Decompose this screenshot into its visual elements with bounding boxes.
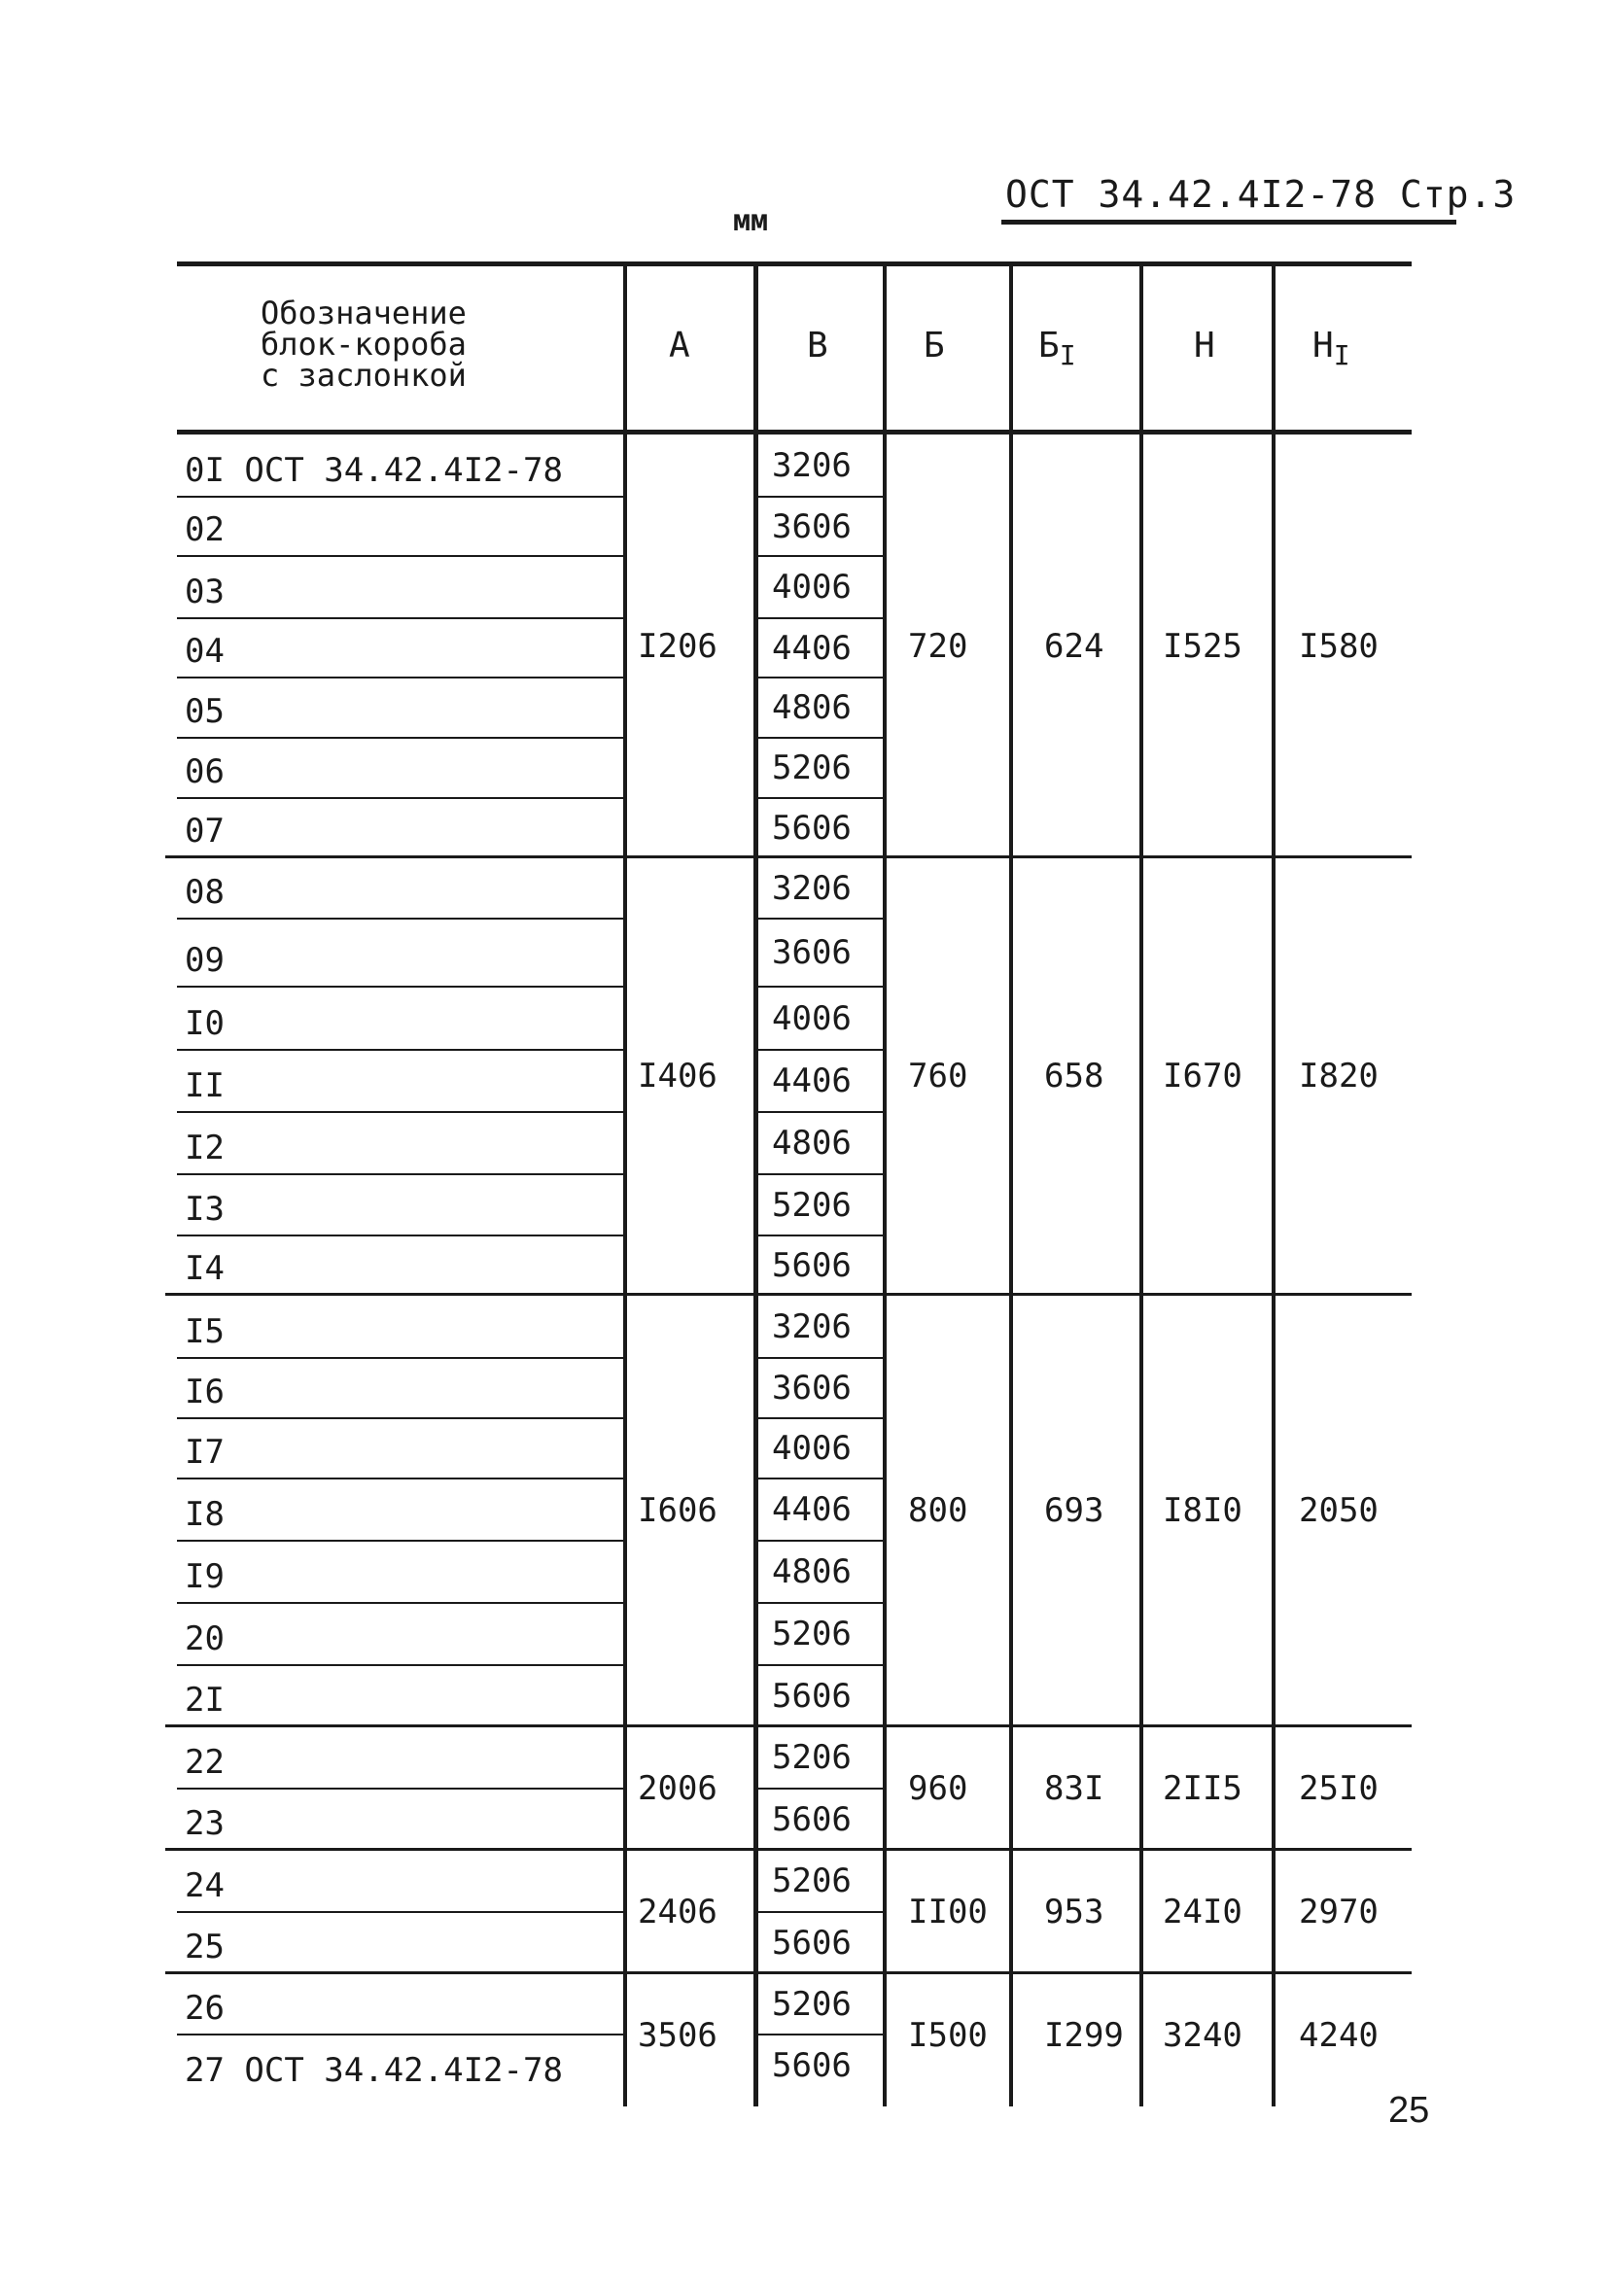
group-a-value: 2006: [638, 1769, 717, 1808]
row-designation: 24: [185, 1866, 225, 1905]
row-v-value: 5606: [772, 1800, 852, 1839]
col-rule-v-left: [753, 261, 758, 2106]
row-designation: 09: [185, 941, 225, 980]
group-separator-rule: [165, 1724, 1412, 1727]
col-rule-b: [1009, 261, 1013, 2106]
row-separator-rule: [177, 1664, 623, 1666]
group-separator-rule: [165, 855, 1412, 858]
column-header-h1: [1312, 326, 1350, 372]
group-a-value: 2406: [638, 1893, 717, 1931]
row-designation: I6: [185, 1373, 225, 1411]
v-cell-separator-rule: [758, 1664, 883, 1666]
group-h-value: I525: [1163, 627, 1242, 666]
v-cell-separator-rule: [758, 1911, 883, 1913]
row-separator-rule: [177, 677, 623, 678]
row-separator-rule: [177, 2034, 623, 2035]
col-rule-v-right: [883, 261, 887, 2106]
row-v-value: 3606: [772, 933, 852, 972]
row-v-value: 4406: [772, 1061, 852, 1100]
v-cell-separator-rule: [758, 1111, 883, 1113]
group-b-value: I500: [908, 2016, 988, 2055]
group-b-value: 960: [908, 1769, 968, 1808]
row-v-value: 4806: [772, 1124, 852, 1163]
row-designation: 07: [185, 812, 225, 851]
row-v-value: 4006: [772, 999, 852, 1038]
row-v-value: 5206: [772, 748, 852, 787]
row-v-value: 3606: [772, 1369, 852, 1408]
group-h-value: 2II5: [1163, 1769, 1242, 1808]
column-header-b1: [1038, 326, 1076, 372]
row-separator-rule: [177, 986, 623, 988]
column-header-h: H: [1194, 326, 1215, 365]
v-cell-separator-rule: [758, 1173, 883, 1175]
units-label: мм: [733, 204, 769, 238]
group-b1-value: I299: [1044, 2016, 1124, 2055]
row-v-value: 3206: [772, 446, 852, 485]
row-designation: I4: [185, 1249, 225, 1288]
row-separator-rule: [177, 737, 623, 739]
group-separator-rule: [165, 1293, 1412, 1296]
group-a-value: I206: [638, 627, 717, 666]
v-cell-separator-rule: [758, 1602, 883, 1604]
row-designation: 03: [185, 573, 225, 611]
group-h1-value: 2050: [1299, 1491, 1379, 1530]
standard-code: ОСТ 34.42.4I2-78 Стр.3: [1005, 173, 1517, 216]
row-v-value: 5206: [772, 1738, 852, 1777]
group-h-value: 24I0: [1163, 1893, 1242, 1931]
row-designation: 27 ОСТ 34.42.4I2-78: [185, 2051, 563, 2090]
row-designation: I0: [185, 1004, 225, 1043]
group-b1-value: 953: [1044, 1893, 1104, 1931]
row-separator-rule: [177, 1788, 623, 1790]
row-separator-rule: [177, 918, 623, 920]
row-designation: 2I: [185, 1681, 225, 1720]
group-h1-value: 2970: [1299, 1893, 1379, 1931]
row-v-value: 4406: [772, 1490, 852, 1529]
row-separator-rule: [177, 1911, 623, 1913]
group-separator-rule: [165, 1848, 1412, 1851]
row-separator-rule: [177, 1235, 623, 1236]
v-cell-separator-rule: [758, 918, 883, 920]
v-cell-separator-rule: [758, 496, 883, 498]
v-cell-separator-rule: [758, 1417, 883, 1419]
col-rule-a: [623, 261, 627, 2106]
table-top-rule: [177, 261, 1412, 266]
v-cell-separator-rule: [758, 555, 883, 557]
row-separator-rule: [177, 1478, 623, 1479]
row-designation: 02: [185, 510, 225, 549]
designation-header-line-2: блок-короба: [261, 326, 467, 363]
row-designation: I2: [185, 1129, 225, 1167]
v-cell-separator-rule: [758, 1788, 883, 1790]
page-number: 25: [1388, 2090, 1430, 2131]
v-cell-separator-rule: [758, 1049, 883, 1051]
row-designation: 20: [185, 1619, 225, 1658]
row-v-value: 5606: [772, 2046, 852, 2085]
row-designation: I3: [185, 1190, 225, 1229]
row-designation: I5: [185, 1312, 225, 1351]
row-separator-rule: [177, 797, 623, 799]
group-b1-value: 658: [1044, 1057, 1104, 1096]
row-separator-rule: [177, 555, 623, 557]
row-separator-rule: [177, 1417, 623, 1419]
group-h1-value: 25I0: [1299, 1769, 1379, 1808]
row-separator-rule: [177, 496, 623, 498]
row-separator-rule: [177, 617, 623, 619]
row-v-value: 4006: [772, 568, 852, 607]
row-v-value: 5606: [772, 809, 852, 848]
v-cell-separator-rule: [758, 1235, 883, 1236]
row-separator-rule: [177, 1049, 623, 1051]
row-separator-rule: [177, 1540, 623, 1542]
column-header-b: Б: [924, 326, 945, 365]
group-h1-value: 4240: [1299, 2016, 1379, 2055]
column-header-h1-sub: I: [1333, 339, 1350, 372]
row-designation: I8: [185, 1495, 225, 1534]
designation-header-line-1: Обозначение: [261, 295, 467, 331]
row-separator-rule: [177, 1357, 623, 1359]
row-separator-rule: [177, 1111, 623, 1113]
row-separator-rule: [177, 1602, 623, 1604]
group-h1-value: I580: [1299, 627, 1379, 666]
row-designation: 22: [185, 1743, 225, 1782]
row-v-value: 5206: [772, 1861, 852, 1900]
group-h-value: 3240: [1163, 2016, 1242, 2055]
v-cell-separator-rule: [758, 677, 883, 678]
designation-column-header: [261, 295, 467, 394]
row-designation: 04: [185, 632, 225, 671]
row-designation: I9: [185, 1557, 225, 1596]
row-v-value: 3206: [772, 1307, 852, 1346]
row-v-value: 5206: [772, 1186, 852, 1225]
row-designation: I7: [185, 1433, 225, 1472]
row-v-value: 4806: [772, 1552, 852, 1591]
row-designation: II: [185, 1066, 225, 1105]
row-v-value: 3606: [772, 507, 852, 546]
column-header-v: B: [807, 326, 828, 365]
group-a-value: I406: [638, 1057, 717, 1096]
group-b1-value: 624: [1044, 627, 1104, 666]
group-b1-value: 83I: [1044, 1769, 1104, 1808]
col-rule-b1: [1139, 261, 1143, 2106]
v-cell-separator-rule: [758, 1357, 883, 1359]
row-v-value: 5606: [772, 1924, 852, 1963]
v-cell-separator-rule: [758, 1540, 883, 1542]
header-underline: [1001, 220, 1456, 225]
v-cell-separator-rule: [758, 2034, 883, 2035]
group-a-value: 3506: [638, 2016, 717, 2055]
group-b-value: II00: [908, 1893, 988, 1931]
group-h-value: I670: [1163, 1057, 1242, 1096]
group-a-value: I606: [638, 1491, 717, 1530]
v-cell-separator-rule: [758, 797, 883, 799]
row-designation: 08: [185, 873, 225, 912]
group-b1-value: 693: [1044, 1491, 1104, 1530]
row-designation: 05: [185, 692, 225, 731]
column-header-b1-sub: I: [1059, 339, 1076, 372]
v-cell-separator-rule: [758, 617, 883, 619]
v-cell-separator-rule: [758, 1478, 883, 1479]
row-designation: 26: [185, 1989, 225, 2028]
row-v-value: 5206: [772, 1615, 852, 1653]
row-designation: 0I ОСТ 34.42.4I2-78: [185, 451, 563, 490]
group-separator-rule: [165, 1971, 1412, 1974]
row-v-value: 5606: [772, 1246, 852, 1285]
v-cell-separator-rule: [758, 737, 883, 739]
v-cell-separator-rule: [758, 986, 883, 988]
group-b-value: 800: [908, 1491, 968, 1530]
row-v-value: 4406: [772, 629, 852, 668]
column-header-a: A: [669, 326, 690, 365]
row-v-value: 4006: [772, 1429, 852, 1468]
row-v-value: 5606: [772, 1677, 852, 1716]
group-b-value: 760: [908, 1057, 968, 1096]
row-designation: 06: [185, 752, 225, 791]
col-rule-h: [1272, 261, 1276, 2106]
designation-header-line-3: с заслонкой: [261, 357, 467, 394]
column-header-h1-base: H: [1312, 326, 1334, 365]
header-bottom-rule: [177, 430, 1412, 435]
row-designation: 25: [185, 1928, 225, 1966]
column-header-b1-base: Б: [1038, 326, 1060, 365]
row-v-value: 5206: [772, 1985, 852, 2024]
row-designation: 23: [185, 1804, 225, 1843]
row-v-value: 3206: [772, 869, 852, 908]
row-v-value: 4806: [772, 688, 852, 727]
group-h-value: I8I0: [1163, 1491, 1242, 1530]
group-b-value: 720: [908, 627, 968, 666]
row-separator-rule: [177, 1173, 623, 1175]
group-h1-value: I820: [1299, 1057, 1379, 1096]
